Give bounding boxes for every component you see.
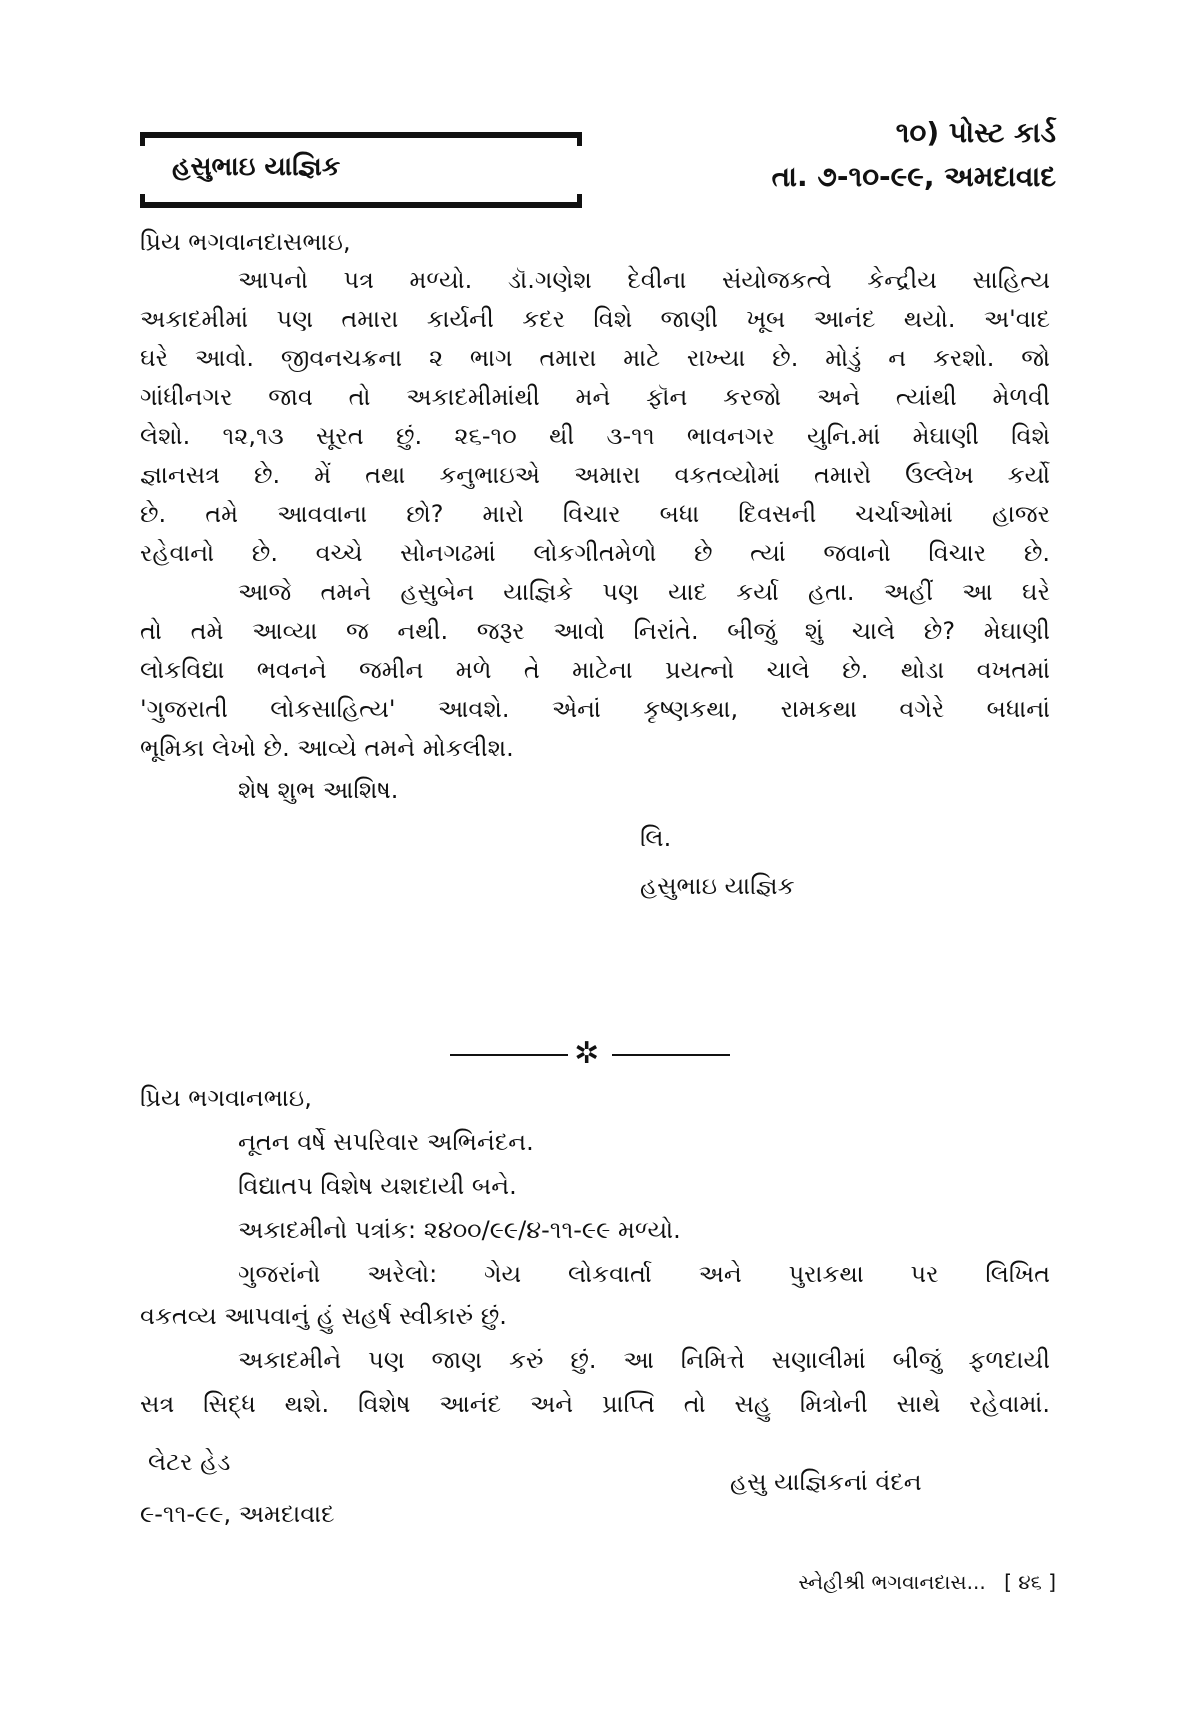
body-line: ભૂમિકા લેખો છે. આવ્યે તમને મોકલીશ. bbox=[140, 734, 514, 762]
greeting-line: નૂતન વર્ષે સપરિવાર અભિનંદન. bbox=[238, 1128, 534, 1156]
divider-rule bbox=[612, 1054, 730, 1056]
body-line: તો તમે આવ્યા જ નથી. જરૂર આવો નિરાંતે. બીજું શું ચાલે છે? મેઘાણી bbox=[140, 617, 1050, 645]
body-line: જ્ઞાનસત્ર છે. મેં તથા કનુભાઇએ અમારા વકતવ્યોમાં તમારો ઉલ્લેખ કર્યો bbox=[140, 461, 1050, 489]
author-name-box bbox=[140, 132, 582, 208]
box-corner bbox=[577, 132, 582, 146]
box-corner bbox=[140, 132, 145, 146]
body-line: છે. તમે આવવાના છો? મારો વિચાર બધા દિવસની ચર્ચાઓમાં હાજર bbox=[140, 500, 1050, 528]
li: લિ. bbox=[640, 824, 672, 852]
body-line: રહેવાનો છે. વચ્ચે સોનગઢમાં લોકગીતમેળો છે ત્યાં જવાનો વિચાર છે. bbox=[140, 539, 1050, 567]
section-divider bbox=[450, 1036, 730, 1071]
divider-rule bbox=[450, 1054, 568, 1056]
body-line: ગુજરાંનો અરેલો: ગેય લોકવાર્તા અને પુરાકથા પર લિખિત bbox=[238, 1260, 1050, 1288]
letter-date-place-2: ૯-૧૧-૯૯, અમદાવાદ bbox=[140, 1500, 335, 1528]
box-bottom-rule bbox=[140, 202, 582, 208]
signature-2: હસુ યાજ્ઞિકનાં વંદન bbox=[730, 1468, 922, 1496]
body-line: વકતવ્ય આપવાનું હું સહર્ષ સ્વીકારું છું. bbox=[140, 1302, 507, 1330]
ornament-icon: ✲ bbox=[574, 1036, 600, 1071]
body-line: અકાદમીમાં પણ તમારા કાર્યની કદર વિશે જાણી ખૂબ આનંદ થયો. અ'વાદ bbox=[140, 305, 1050, 333]
letter-date-place: તા. ૭-૧૦-૯૯, અમદાવાદ bbox=[771, 160, 1056, 193]
closing: શેષ શુભ આશિષ. bbox=[238, 776, 399, 804]
salutation: પ્રિય ભગવાનદાસભાઇ, bbox=[140, 228, 351, 256]
body-line: ઘરે આવો. જીવનચક્રના ૨ ભાગ તમારા માટે રાખ્યા છે. મોડું ન કરશો. જો bbox=[140, 344, 1050, 372]
card-type: ૧૦) પોસ્ટ કાર્ડ bbox=[895, 116, 1056, 149]
body-line: આપનો પત્ર મળ્યો. ડૉ.ગણેશ દેવીના સંયોજકત્વે કેન્દ્રીય સાહિત્ય bbox=[238, 266, 1050, 294]
body-line: સત્ર સિદ્ધ થશે. વિશેષ આનંદ અને પ્રાપ્તિ તો સહુ મિત્રોની સાથે રહેવામાં. bbox=[140, 1390, 1050, 1418]
body-line: અકાદમીને પણ જાણ કરું છું. આ નિમિત્તે સણાલીમાં બીજું ફળદાયી bbox=[238, 1346, 1050, 1374]
letter-type-label: લેટર હેડ bbox=[148, 1448, 231, 1476]
body-line: 'ગુજરાતી લોકસાહિત્ય' આવશે. એનાં કૃષ્ણકથા, રામકથા વગેરે બધાનાં bbox=[140, 695, 1050, 723]
greeting-line: વિદ્યાતપ વિશેષ યશદાયી બને. bbox=[238, 1172, 517, 1200]
running-title: સ્નેહીશ્રી ભગવાનદાસ... bbox=[798, 1570, 986, 1594]
box-top-rule bbox=[140, 132, 582, 138]
page-number: [ ૪૬ ] bbox=[1004, 1570, 1056, 1594]
greeting-line: અકાદમીનો પત્રાંક: ૨૪૦૦/૯૯/૪-૧૧-૯૯ મળ્યો. bbox=[238, 1216, 681, 1244]
body-line: ગાંધીનગર જાવ તો અકાદમીમાંથી મને ફૉન કરજો અને ત્યાંથી મેળવી bbox=[140, 383, 1050, 411]
body-line: લેશો. ૧૨,૧૩ સૂરત છું. ૨૬-૧૦ થી ૩-૧૧ ભાવનગર યુનિ.માં મેઘાણી વિશે bbox=[140, 422, 1050, 450]
page-footer bbox=[798, 1570, 1056, 1594]
body-line: આજે તમને હસુબેન યાજ્ઞિકે પણ યાદ કર્યા હતા. અહીં આ ઘરે bbox=[238, 578, 1050, 606]
salutation-2: પ્રિય ભગવાનભાઇ, bbox=[140, 1084, 312, 1112]
body-line: લોકવિદ્યા ભવનને જમીન મળે તે માટેના પ્રયત્નો ચાલે છે. થોડા વખતમાં bbox=[140, 656, 1050, 684]
author-name: હસુભાઇ યાજ્ઞિક bbox=[172, 152, 341, 182]
signature: હસુભાઇ યાજ્ઞિક bbox=[640, 872, 795, 900]
